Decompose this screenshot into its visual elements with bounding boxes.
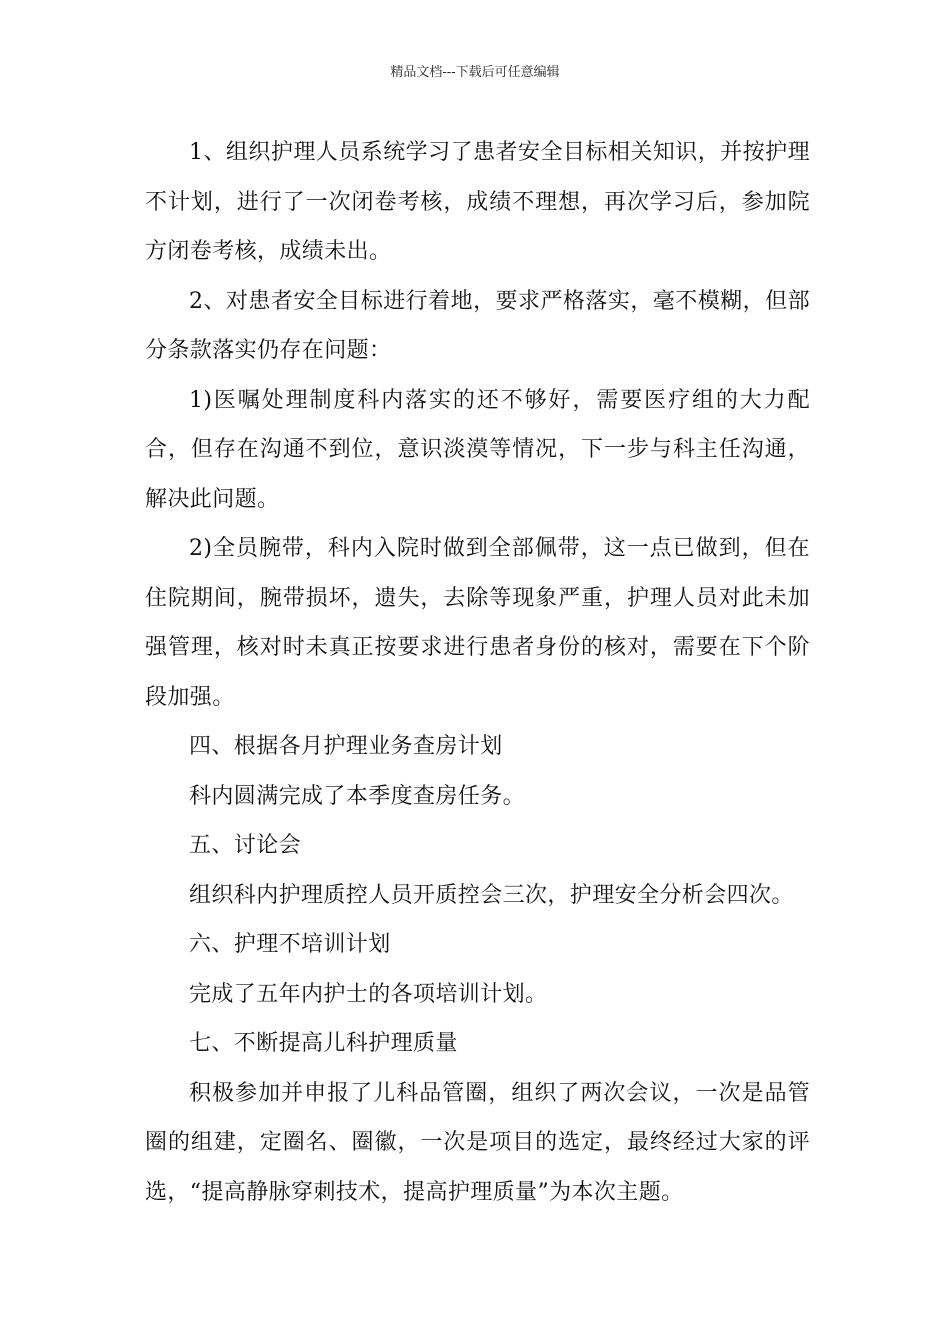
section-body-6: 完成了五年内护士的各项培训计划。 [189,981,548,1007]
document-body [145,128,810,1217]
section-heading-4: 四、根据各月护理业务查房计划 [189,734,503,759]
paragraph-subitem-1: 1)医嘱处理制度科内落实的还不够好，需要医疗组的大力配合，但存在沟通不到位，意识淡漠等情况，下一步与科主任沟通，解决此问题。 [145,387,810,512]
paragraph-subitem-2: 2)全员腕带，科内入院时做到全部佩带，这一点已做到，但在住院期间，腕带损坏，遗失，去除等现象严重，护理人员对此未加强管理，核对时未真正按要求进行患者身份的核对，需要在下个阶段加强。 [145,536,810,710]
section-body-4: 科内圆满完成了本季度查房任务。 [189,783,526,809]
section-body-7: 积极参加并申报了儿科品管圈，组织了两次会议，一次是品管圈的组建，定圈名、圈徽，一次是项目的选定，最终经过大家的评选，“提高静脉穿刺技术，提高护理质量”为本次主题。 [145,1080,810,1205]
page-header: 精品文档---下载后可任意编辑 [390,65,560,80]
paragraph-item-1: 1、组织护理人员系统学习了患者安全目标相关知识，并按护理不计划，进行了一次闭卷考核，成绩不理想，再次学习后，参加院方闭卷考核，成绩未出。 [145,140,810,264]
section-body-5: 组织科内护理质控人员开质控会三次，护理安全分析会四次。 [189,882,794,908]
paragraph-item-2: 2、对患者安全目标进行着地，要求严格落实，毫不模糊，但部分条款落实仍存在问题： [145,288,810,363]
section-heading-6: 六、护理不培训计划 [189,932,391,957]
section-heading-5: 五、讨论会 [189,833,302,858]
section-heading-7: 七、不断提高儿科护理质量 [189,1031,458,1056]
